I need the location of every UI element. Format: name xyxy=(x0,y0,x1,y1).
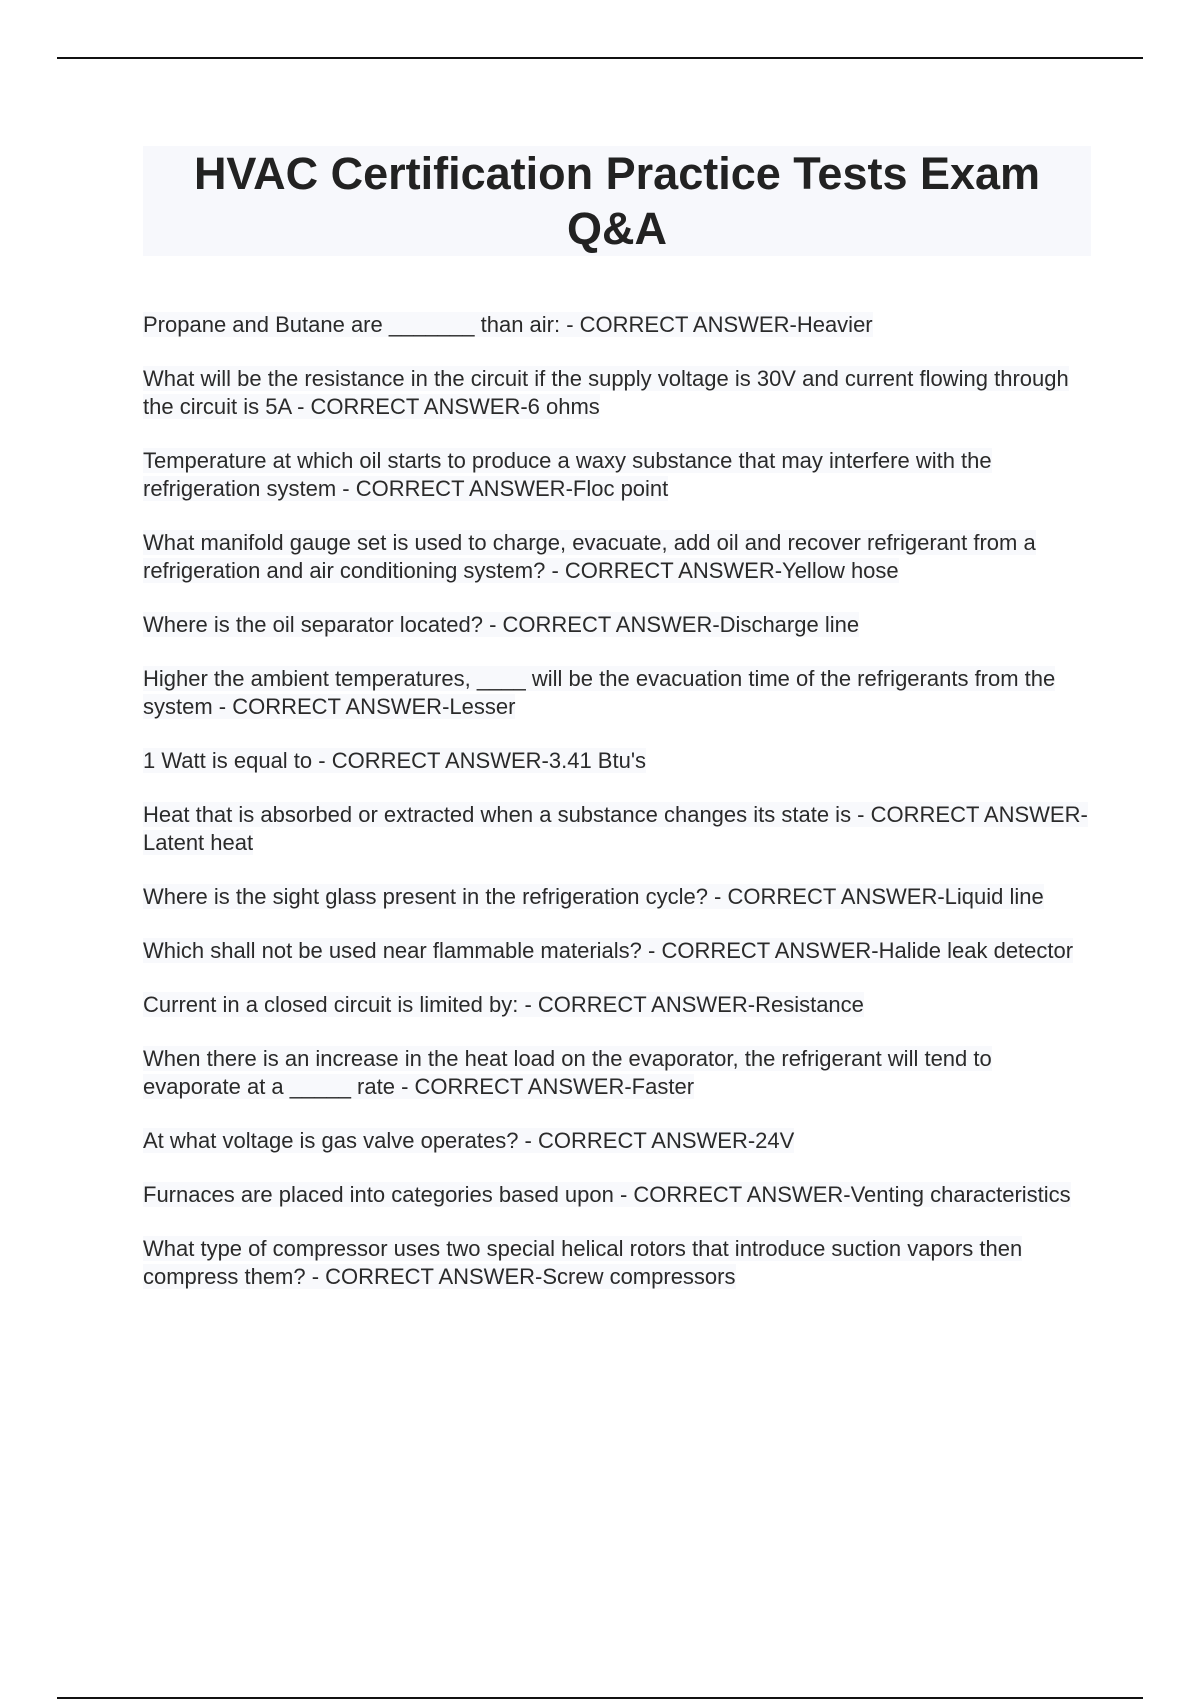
title-block xyxy=(143,146,1091,256)
qa-text: Current in a closed circuit is limited by: - CORRECT ANSWER-Resistance xyxy=(143,992,864,1017)
qa-item xyxy=(143,665,1091,721)
qa-text: Heat that is absorbed or extracted when a substance changes its state is - CORRECT ANSWER-Latent heat xyxy=(143,802,1088,855)
qa-text: 1 Watt is equal to - CORRECT ANSWER-3.41 Btu's xyxy=(143,748,647,773)
qa-text: Which shall not be used near flammable materials? - CORRECT ANSWER-Halide leak detector xyxy=(143,938,1074,963)
qa-item xyxy=(143,311,1091,339)
qa-list xyxy=(143,311,1091,1317)
bottom-divider xyxy=(57,1697,1143,1699)
qa-item xyxy=(143,1045,1091,1101)
document-title: HVAC Certification Practice Tests Exam Q&A xyxy=(193,148,1041,254)
qa-text: When there is an increase in the heat load on the evaporator, the refrigerant will tend to evaporate at a _____ rate - CORRECT ANSWER-Faster xyxy=(143,1046,992,1099)
qa-item xyxy=(143,1127,1091,1155)
qa-text: Furnaces are placed into categories based upon - CORRECT ANSWER-Venting characteristics xyxy=(143,1182,1071,1207)
qa-item xyxy=(143,991,1091,1019)
qa-item xyxy=(143,1235,1091,1291)
qa-text: Where is the oil separator located? - CORRECT ANSWER-Discharge line xyxy=(143,612,860,637)
qa-item xyxy=(143,447,1091,503)
qa-item xyxy=(143,365,1091,421)
qa-text: At what voltage is gas valve operates? - CORRECT ANSWER-24V xyxy=(143,1128,795,1153)
qa-text: Temperature at which oil starts to produce a waxy substance that may interfere with the refrigeration system - CORRECT ANSWER-Floc point xyxy=(143,448,992,501)
qa-text: Propane and Butane are _______ than air: - CORRECT ANSWER-Heavier xyxy=(143,312,873,337)
qa-item xyxy=(143,801,1091,857)
qa-text: Where is the sight glass present in the refrigeration cycle? - CORRECT ANSWER-Liquid line xyxy=(143,884,1044,909)
qa-item xyxy=(143,747,1091,775)
top-divider xyxy=(57,57,1143,59)
qa-item xyxy=(143,937,1091,965)
qa-text: What will be the resistance in the circuit if the supply voltage is 30V and current flowing through the circuit is 5A - CORRECT ANSWER-6 ohms xyxy=(143,366,1069,419)
qa-item xyxy=(143,611,1091,639)
qa-text: What manifold gauge set is used to charge, evacuate, add oil and recover refrigerant from a refrigeration and air conditioning system? - CORRECT ANSWER-Yellow hose xyxy=(143,530,1036,583)
qa-item xyxy=(143,529,1091,585)
qa-item xyxy=(143,883,1091,911)
qa-item xyxy=(143,1181,1091,1209)
qa-text: Higher the ambient temperatures, ____ will be the evacuation time of the refrigerants from the system - CORRECT ANSWER-Lesser xyxy=(143,666,1056,719)
qa-text: What type of compressor uses two special helical rotors that introduce suction vapors then compress them? - CORRECT ANSWER-Screw compressors xyxy=(143,1236,1023,1289)
